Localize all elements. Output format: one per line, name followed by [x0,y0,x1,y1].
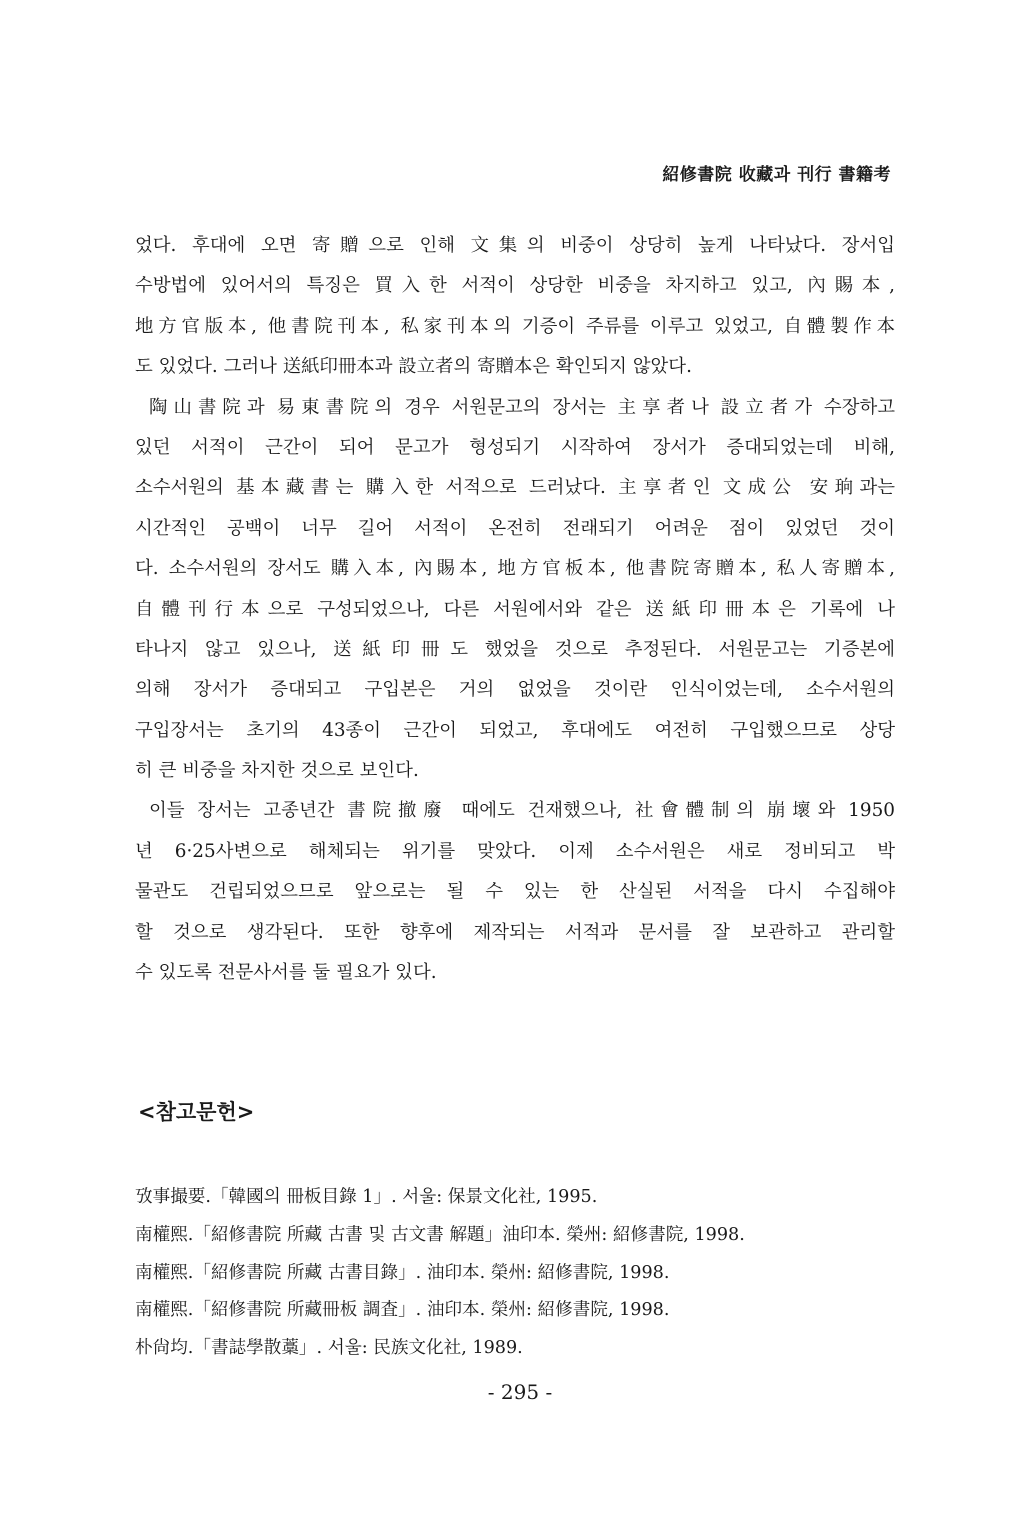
text-line: 있던 서적이 근간이 되어 문고가 형성되기 시작하여 장서가 증대되었는데 비해, [135,436,895,458]
page-number: - 295 - [487,1380,553,1404]
text-line: 수방법에 있어서의 특징은 買入한 서적이 상당한 비중을 차지하고 있고, 內賜本, [135,275,895,297]
paragraph-3 [135,791,895,993]
text-line: 다. 소수서원의 장서도 購入本, 內賜本, 地方官板本, 他書院寄贈本, 私人寄贈本, [135,558,895,580]
text-line: 물관도 건립되었으므로 앞으로는 될 수 있는 한 산실된 서적을 다시 수집해야 [135,881,895,903]
text-line: 수 있도록 전문사서를 둘 필요가 있다. [135,962,437,984]
text-line: 타나지 않고 있으나, 送紙印冊도 했었을 것으로 추정된다. 서원문고는 기증본에 [135,638,895,660]
reference-item: 朴尙均.「書誌學散藁」. 서울: 民族文化社, 1989. [135,1338,523,1359]
references-heading: <참고문헌> [138,1100,255,1124]
reference-item: 南權熙.「紹修書院 所藏 古書目錄」. 油印本. 榮州: 紹修書院, 1998. [135,1262,670,1283]
text-line: 이들 장서는 고종년간 書院撤廢 때에도 건재했으나, 社會體制의 崩壞와 1950 [149,800,895,822]
text-line: 구입장서는 초기의 43종이 근간이 되었고, 후대에도 여전히 구입했으므로 상당 [135,719,895,741]
reference-item: 攷事撮要.「韓國의 冊板目錄 1」. 서울: 保景文化社, 1995. [135,1187,598,1207]
text-line: 었다. 후대에 오면 寄贈으로 인해 文集의 비중이 상당히 높게 나타났다. 장서입 [135,235,895,256]
text-line: 地方官版本, 他書院刊本, 私家刊本의 기증이 주류를 이루고 있었고, 自體製作本 [135,315,895,337]
reference-item: 南權熙.「紹修書院 所藏 古書 및 古文書 解題」油印本. 榮州: 紹修書院, 1998. [135,1224,745,1245]
paragraph-2 [135,388,895,792]
text-line: 할 것으로 생각된다. 또한 향후에 제작되는 서적과 문서를 잘 보관하고 관리할 [135,921,895,943]
body-text [135,226,895,993]
text-line: 도 있었다. 그러나 送紙印冊本과 設立者의 寄贈本은 확인되지 않았다. [135,356,692,378]
text-line: 소수서원의 基本藏書는 購入한 서적으로 드러났다. 主享者인 文成公 安珦과는 [135,477,895,499]
text-line: 히 큰 비중을 차지한 것으로 보인다. [135,760,419,782]
paragraph-1 [135,226,895,388]
text-line: 陶山書院과 易東書院의 경우 서원문고의 장서는 主享者나 設立者가 수장하고 [149,396,895,418]
running-head: 紹修書院 收藏과 刊行 書籍考 [662,165,891,185]
text-line: 의해 장서가 증대되고 구입본은 거의 없었을 것이란 인식이었는데, 소수서원의 [135,679,895,701]
text-line: 년 6·25사변으로 해체되는 위기를 맞았다. 이제 소수서원은 새로 정비되고 박 [135,840,895,862]
text-line: 自體刊行本으로 구성되었으나, 다른 서원에서와 같은 送紙印冊本은 기록에 나 [135,598,895,620]
reference-item: 南權熙.「紹修書院 所藏冊板 調査」. 油印本. 榮州: 紹修書院, 1998. [135,1300,670,1321]
text-line: 시간적인 공백이 너무 길어 서적이 온전히 전래되기 어려운 점이 있었던 것이 [135,517,895,539]
references-list [135,1179,910,1368]
